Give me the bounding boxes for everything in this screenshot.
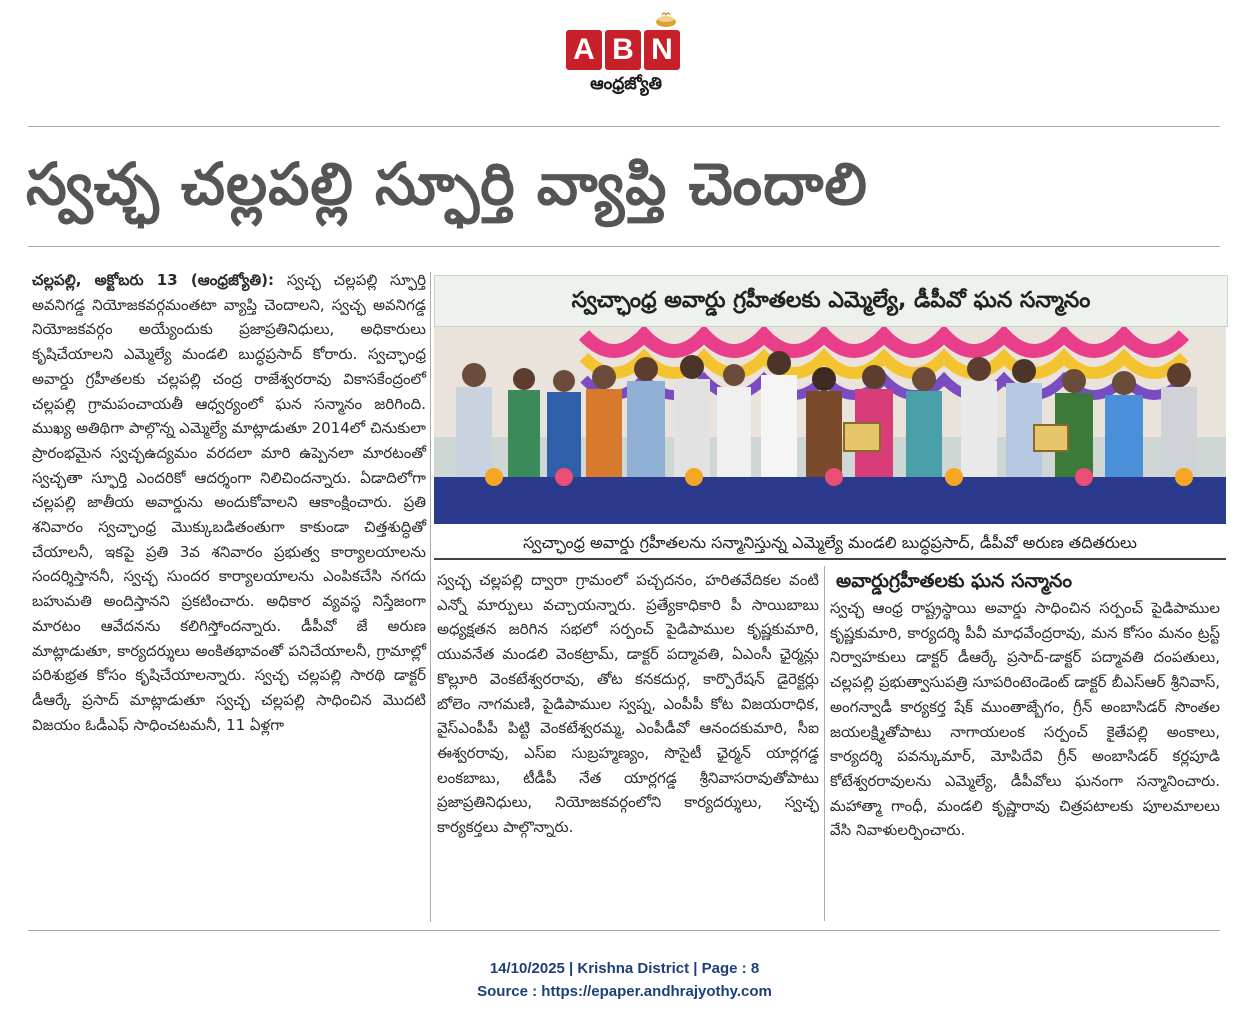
event-photo-illustration [434, 327, 1226, 524]
article-text-col2: స్వచ్ఛ చల్లపల్లి ద్వారా గ్రామంలో పచ్చదనం, హరితవేదికల వంటి ఎన్నో మార్పులు వచ్చాయన్నారు. ప్రత్యేకాధికారి పీ సాయిబాబు అధ్యక్షతన జరిగిన సభలో సర్పంచ్ పైడిపాముల కృష్ణకుమారి, యువనేత మండలి వెంకట్రామ్, డాక్టర్ పద్మావతి, ఏఎంసీ ఛైర్మన్లు కొల్లూరి వెంకటేశ్వరరావు, తోట కనకదుర్గ, కార్పొరేషన్ డైరెక్టర్లు బోలెం నాగమణి, పైడిపాముల స్వప్న, ఎంపీపీ కోట విజయరాధిక, వైస్ఎంపీపీ పిట్టి వెంకటేశ్వరమ్మ, ఎంపీడీవో ఆనందకుమారి, సీఐ ఈశ్వరరావు, ఎస్ఐ సుబ్రహ్మణ్యం, సొసైటీ ఛైర్మన్ యార్లగడ్డ లంకబాబు, టీడీపీ నేత యార్లగడ్డ శ్రీనివాసరావుతోపాటు ప్రజాప్రతినిధులు, నియోజకవర్గంలోని కార్యదర్శులు, స్వచ్ఛ కార్యకర్తలు పాల్గొన్నారు. [437, 571, 819, 837]
subheading: అవార్డుగ్రహీతలకు ఘన సన్మానం [836, 570, 1072, 592]
article-text-col3: స్వచ్ఛ ఆంధ్ర రాష్ట్రస్థాయి అవార్డు సాధించిన సర్పంచ్ పైడిపాముల కృష్ణకుమారి, కార్యదర్శి పీవీ మాధవేంద్రరావు, మన కోసం మనం ట్రస్ట్ నిర్వాహకులు డాక్టర్ డీఆర్కే ప్రసాద్-డాక్టర్ పద్మావతి దంపతులు, చల్లపల్లి ప్రభుత్వాసుపత్రి సూపరింటెండెంట్ డాక్టర్ బీఎస్ఆర్ శ్రీనివాస్, అంగన్వాడీ కార్యకర్త షేక్ ముంతాజ్బేగం, గ్రీన్ అంబాసిడర్ సొంతల జయలక్ష్మితోపాటు నాగాయలంక సర్పంచ్ కైతేపల్లి అంకాలు, కార్యదర్శి పవన్కుమార్, మోపిదేవి గ్రీన్ అంబాసిడర్ కర్లపూడి కోటేశ్వరరావులను ఎమ్మెల్యే, డీపీవోలు ఘనంగా సన్మానించారు. మహాత్మా గాంధీ, మండలి కృష్ణారావు చిత్రపటాలకు పూలమాలలు వేసి నివాళులర్పించారు. [830, 599, 1220, 840]
logo-letter: N [644, 30, 680, 70]
top-divider [28, 126, 1220, 127]
photo-caption: స్వచ్ఛాంధ్ర అవార్డు గ్రహీతలను సన్మానిస్తున్న ఎమ్మెల్యే మండలి బుద్ధప్రసాద్, డీపీవో అరుణ తదితరులు [434, 528, 1226, 560]
article-text-col1: స్వచ్ఛ చల్లపల్లి స్ఫూర్తి అవనిగడ్డ నియోజకవర్గమంతటా వ్యాప్తి చెందాలని, స్వచ్ఛ అవనిగడ్డ నియోజకవర్గం అయ్యేందుకు ప్రజాప్రతినిధులు, అధికారులు కృషిచేయాలని ఎమ్మెల్యే మండలి బుద్ధప్రసాద్ కోరారు. స్వచ్ఛాంధ్ర అవార్డు గ్రహీతలకు చల్లపల్లి చంద్ర రాజేశ్వరరావు వికాసకేంద్రంలో చల్లపల్లి గ్రామపంచాయతీ ఆధ్వర్యంలో ఘన సన్మానం జరిగింది. ముఖ్య అతిథిగా పాల్గొన్న ఎమ్మెల్యే మాట్లాడుతూ 2014లో చినుకులా ప్రారంభమైన స్వచ్ఛఉద్యమం వరదలా మారి ఉప్పెనలా మారటంతో స్వచ్ఛతా స్ఫూర్తి ఎందరికో ఆదర్శంగా నిలిచిందన్నారు. ఏడాదిలోగా చల్లపల్లి జాతీయ అవార్డును అందుకోవాలని ఆకాంక్షించారు. ప్రతి శనివారం స్వచ్ఛాంధ్ర మొక్కుబడితంతుగా కాకుండా చిత్తశుద్ధితో చేయాలనీ, ఇకపై ప్రతి 3వ శనివారం ప్రభుత్వ కార్యాలయాలను సందర్శిస్తాననీ, స్వచ్ఛ సుందర కార్యాలయాలను ఎంపికచేసి నగదు బహుమతి అందిస్తానని ప్రకటించారు. అధికార వ్యవస్థ నిస్తేజంగా మారటం ఆవేదనను కలిగిస్తోందన్నారు. డీపీవో జే అరుణ మాట్లాడుతూ, కార్యదర్శులు అంకితభావంతో పనిచేయాలనీ, గ్రామాల్లో పరిశుభ్రత కోసం కృషిచేయాలన్నారు. స్వచ్ఛ చల్లపల్లి సారథి డాక్టర్ డీఆర్కే ప్రసాద్ మాట్లాడుతూ స్వచ్ఛ చల్లపల్లి సాధించిన మొదటి విజయం ఓడీఎఫ్ సాధించటమనీ, 11 ఏళ్లగా [32, 271, 426, 734]
article-column-3 [830, 596, 1220, 843]
cup-icon [654, 10, 678, 28]
certificate-frame [1034, 425, 1068, 451]
column-divider [824, 566, 825, 921]
bottom-divider [28, 930, 1220, 931]
logo-letter: B [605, 30, 641, 70]
column-divider [430, 272, 431, 922]
footer-edition-info: 14/10/2025 | Krishna District | Page : 8 [489, 960, 760, 977]
certificate-frame [844, 423, 880, 451]
footer-source: Source : https://epaper.andhrajyothy.com [477, 983, 772, 1000]
article-column-2 [437, 568, 819, 840]
article-column-1 [32, 268, 426, 737]
logo-letter: A [566, 30, 602, 70]
abn-andhrajyothy-logo [562, 8, 690, 100]
logo-letters [566, 30, 680, 70]
logo-name: ఆంధ్రజ్యోతి [590, 74, 662, 94]
dateline: చల్లపల్లి, అక్టోబరు 13 (ఆంధ్రజ్యోతి): [32, 271, 275, 289]
kicker-box: స్వచ్ఛాంధ్ర అవార్డు గ్రహీతలకు ఎమ్మెల్యే, డీపీవో ఘన సన్మానం [434, 275, 1228, 327]
headline-divider [28, 246, 1220, 247]
headline: స్వచ్ఛ చల్లపల్లి స్ఫూర్తి వ్యాప్తి చెందాలి [26, 150, 868, 218]
event-photo [434, 327, 1226, 524]
